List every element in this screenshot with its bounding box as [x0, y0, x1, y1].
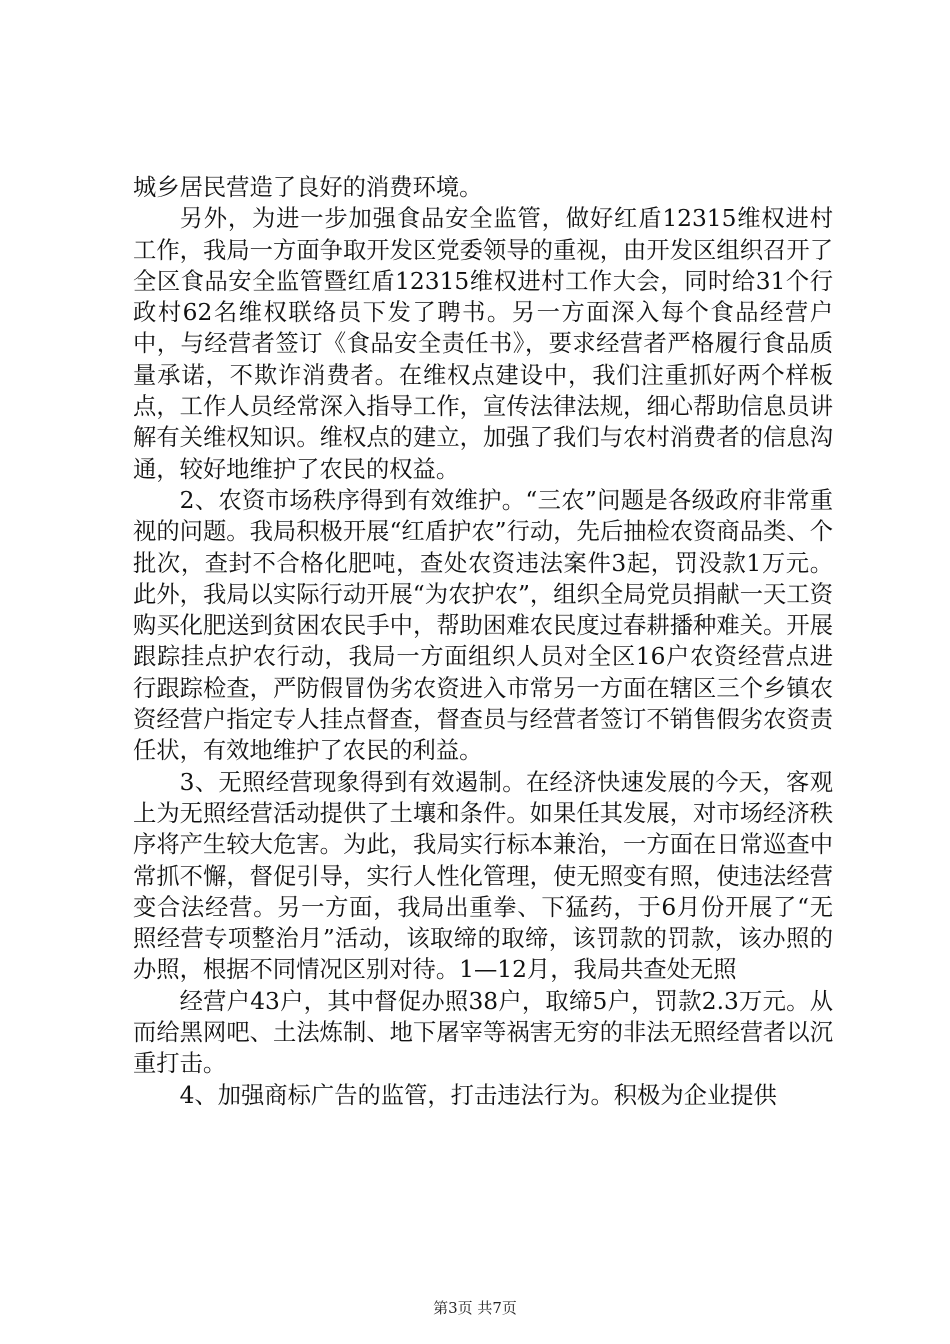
page-total: 共7页	[477, 1299, 517, 1317]
paragraph-agri-market: 2、农资市场秩序得到有效维护。“三农”问题是各级政府非常重视的问题。我局积极开展“红盾护农”行动，先后抽检农资商品类、个批次，查封不合格化肥吨，查处农资违法案件3起，罚没款1万元。此外，我局以实际行动开展“为农护农”，组织全局党员捐献一天工资购买化肥送到贫困农民手中，帮助困难农民度过春耕播种难关。开展跟踪挂点护农行动，我局一方面组织人员对全区16户农资经营点进行跟踪检查，严防假冒伪劣农资进入市常另一方面在辖区三个乡镇农资经营户指定专人挂点督查，督查员与经营者签订不销售假劣农资责任状，有效地维护了农民的利益。	[133, 486, 833, 765]
page-number: 第3页	[433, 1299, 473, 1317]
paragraph-unlicensed-result: 经营户43户，其中督促办照38户，取缔5户，罚款2.3万元。从而给黑网吧、土法炼制、地下屠宰等祸害无穷的非法无照经营者以沉重打击。	[133, 987, 833, 1078]
body-text	[133, 172, 833, 1111]
paragraph-continuation: 城乡居民营造了良好的消费环境。	[133, 174, 483, 201]
page-footer	[0, 1297, 950, 1318]
paragraph-unlicensed-business: 3、无照经营现象得到有效遏制。在经济快速发展的今天，客观上为无照经营活动提供了土壤和条件。如果任其发展，对市场经济秩序将产生较大危害。为此，我局实行标本兼治，一方面在日常巡查中常抓不懈，督促引导，实行人性化管理，使无照变有照，使违法经营变合法经营。另一方面，我局出重拳、下猛药，于6月份开展了“无照经营专项整治月”活动，该取缔的取缔，该罚款的罚款，该办照的办照，根据不同情况区别对待。1—12月，我局共查处无照	[133, 768, 833, 984]
paragraph-food-safety: 另外，为进一步加强食品安全监管，做好红盾12315维权进村工作，我局一方面争取开发区党委领导的重视，由开发区组织召开了全区食品安全监管暨红盾12315维权进村工作大会，同时给31个行政村62名维权联络员下发了聘书。另一方面深入每个食品经营户中，与经营者签订《食品安全责任书》，要求经营者严格履行食品质量承诺，不欺诈消费者。在维权点建设中，我们注重抓好两个样板点，工作人员经常深入指导工作，宣传法律法规，细心帮助信息员讲解有关维权知识。维权点的建立，加强了我们与农村消费者的信息沟通，较好地维护了农民的权益。	[133, 205, 833, 483]
paragraph-trademark: 4、加强商标广告的监管，打击违法行为。积极为企业提供	[179, 1081, 777, 1109]
